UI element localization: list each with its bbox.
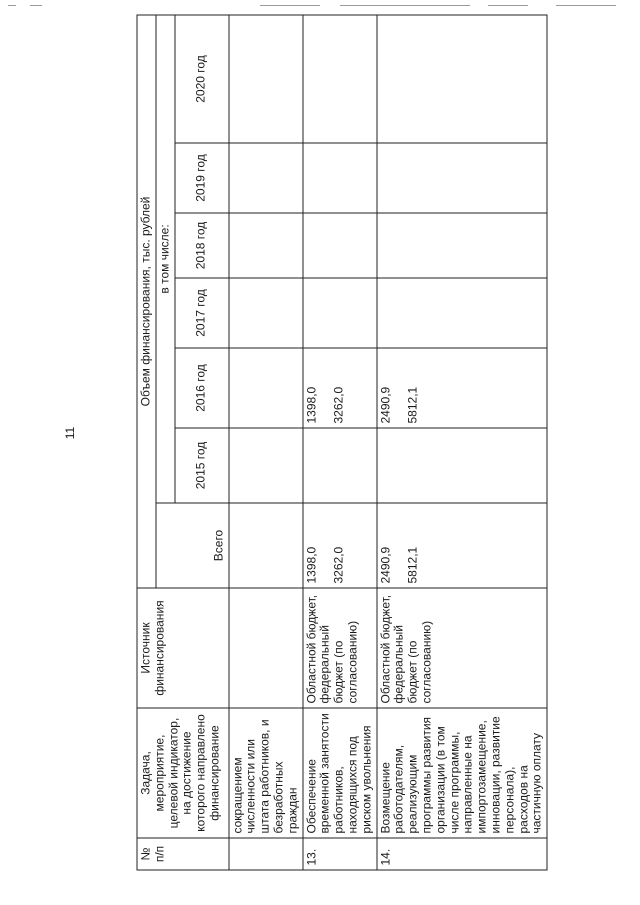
table-row xyxy=(229,15,303,870)
scan-artifact xyxy=(340,5,470,6)
row-2016 xyxy=(377,348,548,428)
scan-artifact xyxy=(30,5,42,6)
financing-table-sheet xyxy=(137,16,544,871)
row-2020 xyxy=(303,15,377,143)
scan-artifact xyxy=(556,5,616,6)
header-year-2020: 2020 год xyxy=(175,15,229,143)
row-2019 xyxy=(377,143,548,213)
row-2017 xyxy=(377,278,548,348)
row-total xyxy=(377,503,548,588)
row-total xyxy=(229,503,303,588)
row-source: Областной бюджет, федеральный бюджет (по согласованию) xyxy=(377,588,548,708)
header-total: Всего xyxy=(156,503,229,588)
total-federal-value: 3262,0 xyxy=(331,546,346,584)
row-task: Обеспечение временной занятости работников, находящихся под риском увольнения xyxy=(303,708,377,838)
y2016-federal-value: 3262,0 xyxy=(331,386,346,424)
row-2019 xyxy=(303,143,377,213)
row-2020 xyxy=(229,15,303,143)
total-regional-value: 2490,9 xyxy=(378,546,393,584)
row-total xyxy=(303,503,377,588)
row-2016 xyxy=(229,348,303,428)
row-2018 xyxy=(303,213,377,278)
scan-artifact xyxy=(8,5,16,6)
row-2017 xyxy=(229,278,303,348)
header-num: № п/п xyxy=(137,838,229,870)
row-2020 xyxy=(377,15,548,143)
total-federal-value: 5812,1 xyxy=(405,546,420,584)
scan-artifact xyxy=(488,5,528,6)
header-year-2015: 2015 год xyxy=(175,428,229,503)
header-including: в том числе: xyxy=(156,15,175,503)
row-2018 xyxy=(377,213,548,278)
row-num: 13. xyxy=(303,838,377,870)
row-source: Областной бюджет, федеральный бюджет (по согласованию) xyxy=(303,588,377,708)
header-year-2018: 2018 год xyxy=(175,213,229,278)
row-source xyxy=(229,588,303,708)
row-2019 xyxy=(229,143,303,213)
row-2018 xyxy=(229,213,303,278)
total-regional-value: 1398,0 xyxy=(304,546,319,584)
header-year-2017: 2017 год xyxy=(175,278,229,348)
row-num: 14. xyxy=(377,838,548,870)
table-row xyxy=(377,15,548,870)
header-task: Задача, мероприятие, целевой индикатор, на достижение которого направлено финансирование xyxy=(137,708,229,838)
page-number: 11 xyxy=(63,426,78,440)
row-2015 xyxy=(377,428,548,503)
header-volume: Объем финансирования, тыс. рублей xyxy=(137,15,156,588)
header-source: Источник финансирования xyxy=(137,588,229,708)
row-2015 xyxy=(229,428,303,503)
row-2017 xyxy=(303,278,377,348)
header-year-2019: 2019 год xyxy=(175,143,229,213)
y2016-federal-value: 5812,1 xyxy=(405,386,420,424)
financing-table xyxy=(137,14,548,870)
table-row xyxy=(303,15,377,870)
row-2015 xyxy=(303,428,377,503)
row-2016 xyxy=(303,348,377,428)
y2016-regional-value: 1398,0 xyxy=(304,386,319,424)
y2016-regional-value: 2490,9 xyxy=(378,386,393,424)
scan-artifact xyxy=(260,5,320,6)
row-num xyxy=(229,838,303,870)
header-year-2016: 2016 год xyxy=(175,348,229,428)
row-task: сокращением численности или штата работников, и безработных граждан xyxy=(229,708,303,838)
row-task: Возмещение работодателям, реализующим программы развития организации (в том числе программы, направленные на импортозамещение, инновации, развитие персонала), расходов на частичную оплату xyxy=(377,708,548,838)
